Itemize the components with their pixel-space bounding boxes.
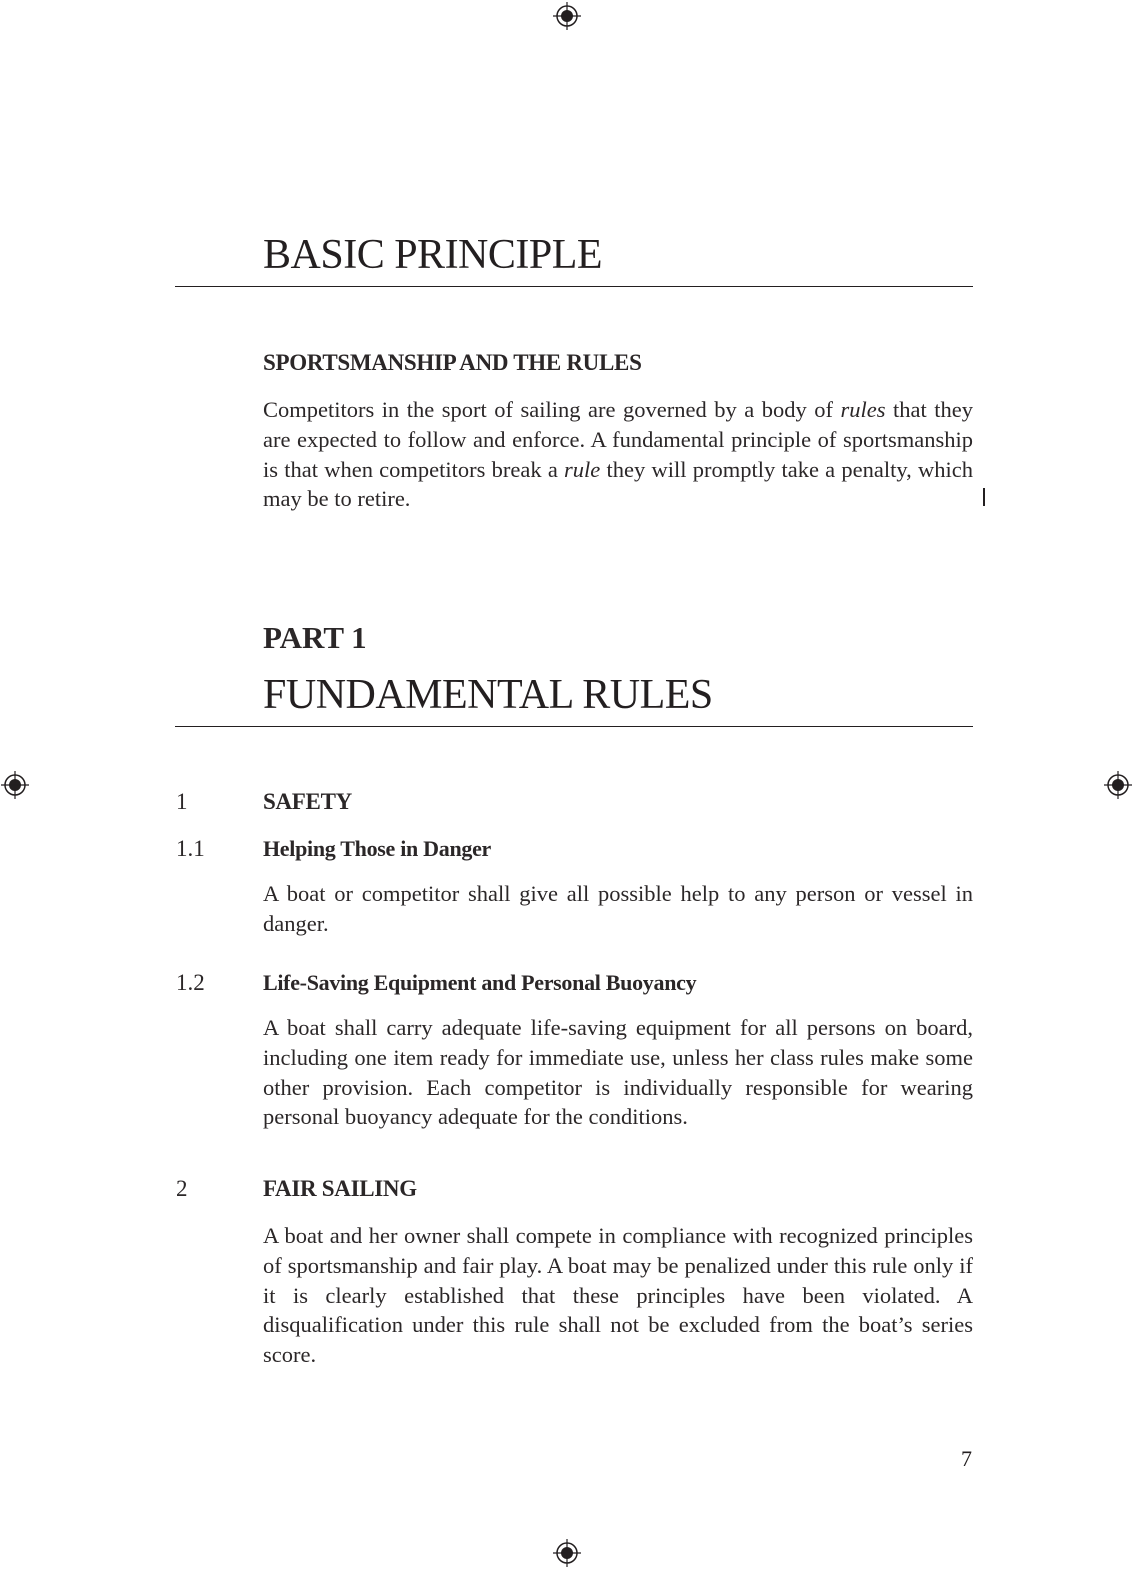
defined-term: rules bbox=[840, 397, 886, 422]
section-title-basic-principle: BASIC PRINCIPLE bbox=[263, 232, 603, 278]
subrule-number: 1.2 bbox=[176, 970, 205, 995]
part-divider bbox=[175, 726, 973, 727]
part-label: PART 1 bbox=[263, 620, 367, 655]
text-run: that they are expected to follow and enforce. A fundamental principle of sportsmanship is that when competitors break a bbox=[263, 397, 973, 482]
rule-title-safety: SAFETY bbox=[263, 789, 352, 814]
change-bar bbox=[983, 488, 985, 506]
text-run: Competitors in the sport of sailing are governed by a body of bbox=[263, 397, 841, 422]
text-run: they will promptly take a penalty, which may be to retire. bbox=[263, 456, 973, 512]
rule-text-fair-sailing: A boat and her owner shall compete in compliance with recognized principles of sportsmanship and fair play. A boat may be penalized under this rule only if it is clearly established that these principles have been violated. A disqualification under this rule shall not be excluded from the boat’s series score. bbox=[263, 1223, 973, 1368]
subrule-text-lifesaving: A boat shall carry adequate life-saving equipment for all persons on board, including one item ready for immediate use, unless her class rules make some other provision. Each competitor is individually responsible for wearing personal buoyancy adequate for the conditions. bbox=[263, 1015, 973, 1130]
sportsmanship-heading: SPORTSMANSHIP AND THE RULES bbox=[263, 350, 642, 375]
rule-number: 1 bbox=[176, 789, 188, 814]
rule-title-fair-sailing: FAIR SAILING bbox=[263, 1176, 417, 1201]
basic-principle-paragraph bbox=[263, 395, 973, 514]
page-number: 7 bbox=[961, 1446, 972, 1471]
part-title: FUNDAMENTAL RULES bbox=[263, 672, 713, 718]
title-divider bbox=[175, 286, 973, 287]
registration-mark-icon-left bbox=[0, 770, 30, 800]
registration-mark-icon-top bbox=[552, 1, 582, 31]
defined-term: rule bbox=[564, 456, 601, 482]
registration-mark-icon-bottom bbox=[552, 1538, 582, 1568]
subrule-text-helping: A boat or competitor shall give all possible help to any person or vessel in danger. bbox=[263, 881, 973, 936]
subrule-number: 1.1 bbox=[176, 836, 205, 861]
registration-mark-icon-right bbox=[1103, 770, 1133, 800]
subrule-title-lifesaving: Life-Saving Equipment and Personal Buoyancy bbox=[263, 970, 697, 995]
rule-number: 2 bbox=[176, 1176, 188, 1201]
subrule-title-helping: Helping Those in Danger bbox=[263, 836, 492, 861]
